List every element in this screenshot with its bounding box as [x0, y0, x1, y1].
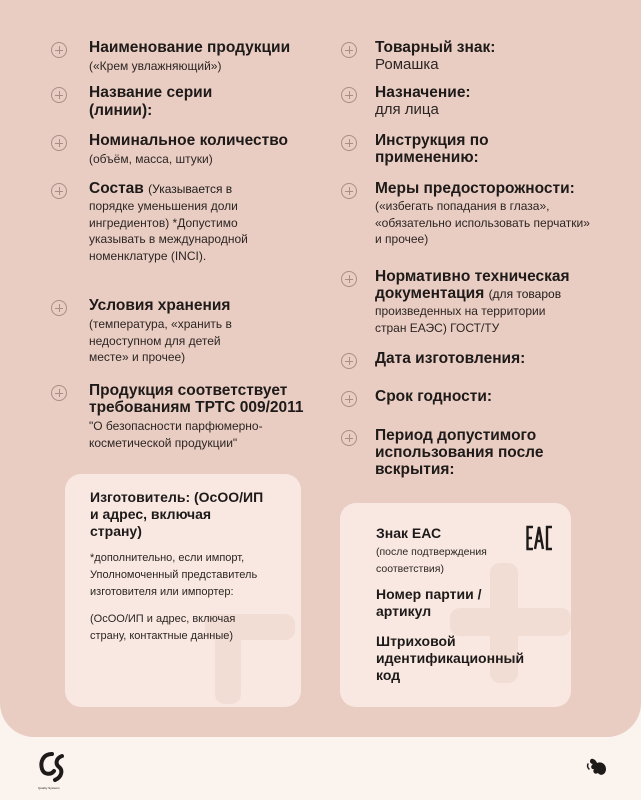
plus-circle-icon — [51, 87, 67, 103]
plus-circle-icon — [51, 385, 67, 401]
item-title: Состав — [89, 180, 144, 197]
eac-card — [340, 503, 571, 707]
item-title: Название серии (линии): — [89, 84, 213, 119]
plus-circle-icon — [341, 183, 357, 199]
plus-circle-icon — [341, 391, 357, 407]
eac-mark-icon — [526, 525, 554, 551]
manufacturer-note: *дополнительно, если импорт, Уполномоченный представитель изготовителя или импортер: — [90, 552, 258, 598]
item-title: Дата изготовления: — [375, 350, 526, 367]
item-sub: "О безопасности парфюмерно-косметической продукции" — [89, 419, 263, 450]
item-title: Период допустимого использования после вскрытия: — [375, 427, 544, 478]
batch-number: Номер партии / артикул — [376, 586, 482, 619]
barcode: Штриховой идентификационный код — [376, 633, 525, 683]
item-title: Назначение: — [375, 84, 471, 101]
item-sub: («Крем увлажняющий») — [89, 59, 222, 73]
brand-logo-icon — [38, 750, 68, 786]
plus-circle-icon — [51, 183, 67, 199]
plus-circle-icon — [341, 430, 357, 446]
plus-circle-icon — [341, 87, 357, 103]
plus-circle-icon — [341, 353, 357, 369]
item-value: для лица — [375, 101, 439, 118]
plus-circle-icon — [341, 42, 357, 58]
plus-circle-icon — [341, 135, 357, 151]
item-title: Номинальное количество — [89, 132, 288, 149]
item-inline: (Указывается в — [148, 182, 233, 196]
item-title: Меры предосторожности: — [375, 180, 575, 197]
plus-circle-icon — [51, 300, 67, 316]
item-title: Продукция соответствует требованиям ТРТС 009/2011 — [89, 382, 304, 416]
item-title: Нормативно техническая документация — [375, 268, 570, 302]
logo-caption: Quality Systems — [38, 786, 60, 790]
eac-title: Знак ЕАС — [376, 525, 442, 541]
item-sub: порядке уменьшения доли ингредиентов) *Допустимо указывать в международной номенклатуре (INCI). — [89, 199, 248, 263]
item-title: Срок годности: — [375, 388, 493, 405]
item-value: Ромашка — [375, 56, 439, 73]
item-title: Условия хранения — [89, 297, 231, 314]
item-sub: (температура, «хранить в недоступном для детей месте» и прочее) — [89, 317, 232, 364]
item-title: Товарный знак: — [375, 39, 496, 56]
item-sub: произведенных на территории стран ЕАЭС) ГОСТ/ТУ — [375, 304, 546, 335]
item-title: Наименование продукции — [89, 39, 291, 56]
plus-circle-icon — [341, 271, 357, 287]
plus-circle-icon — [51, 42, 67, 58]
item-sub: (объём, масса, штуки) — [89, 152, 213, 166]
manufacturer-title: Изготовитель: (ОсОО/ИП и адрес, включая страну) — [90, 489, 264, 539]
item-sub: («избегать попадания в глаза», «обязательно использовать перчатки» и прочее) — [375, 199, 590, 246]
plus-circle-icon — [51, 135, 67, 151]
hand-wave-icon — [585, 755, 609, 779]
item-title: Инструкция по применению: — [375, 132, 489, 166]
eac-sub: (после подтверждения соответствия) — [376, 546, 487, 575]
manufacturer-details: (ОсОО/ИП и адрес, включая страну, контактные данные) — [90, 613, 236, 642]
item-inline: (для товаров — [488, 287, 562, 301]
manufacturer-card — [65, 474, 301, 707]
